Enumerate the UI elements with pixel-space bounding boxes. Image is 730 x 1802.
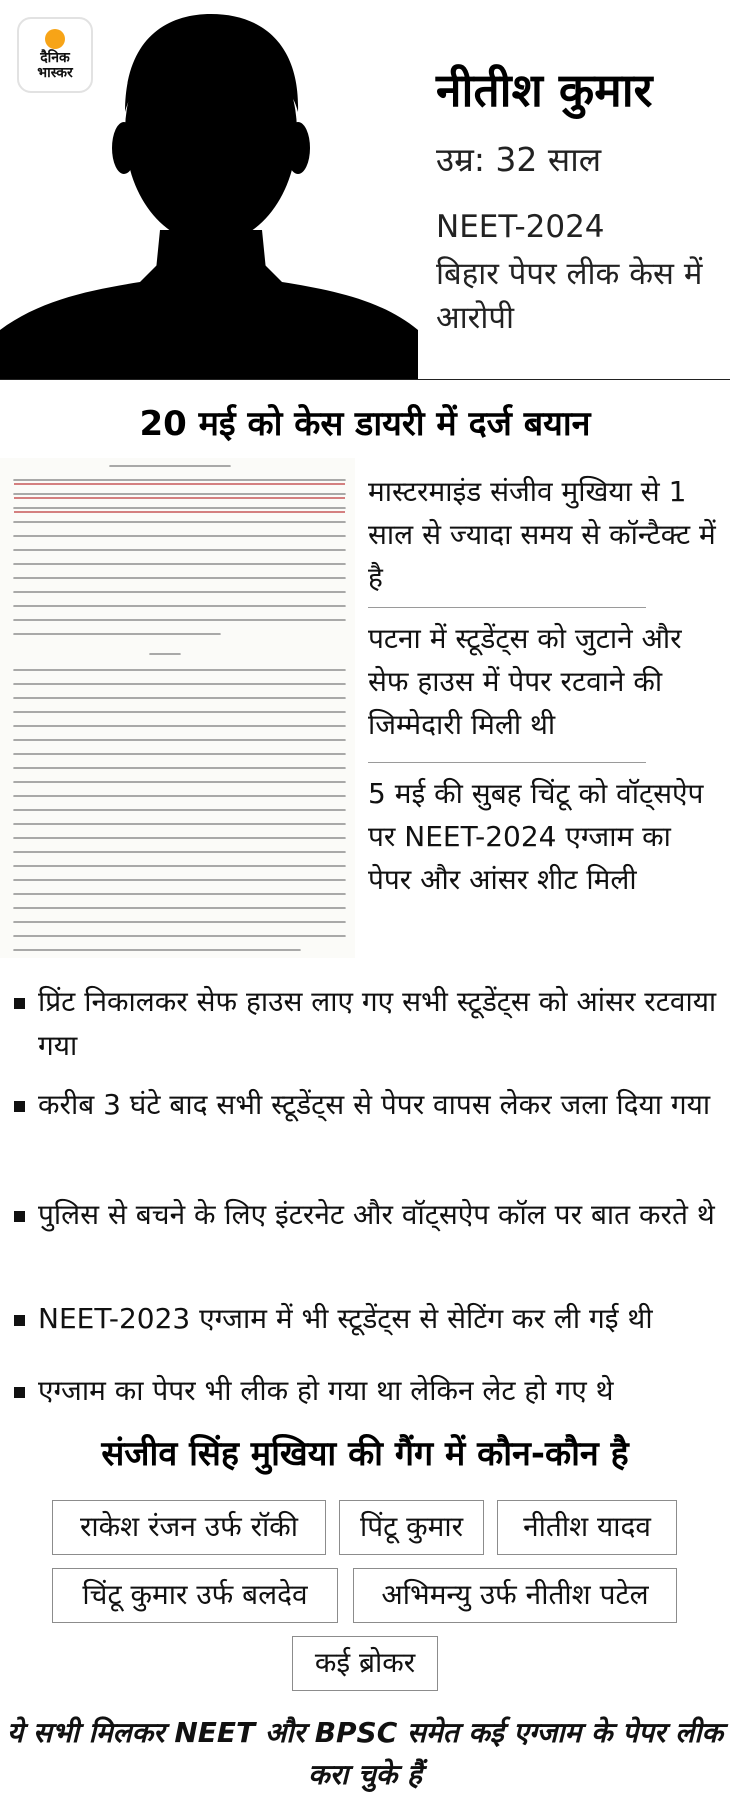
statement-divider: [368, 762, 646, 763]
profile-case: बिहार पेपर लीक केस में आरोपी: [436, 256, 703, 336]
list-item: [14, 1297, 726, 1341]
gang-member-chip: कई ब्रोकर: [292, 1636, 438, 1691]
logo-text-line1: दैनिक: [40, 50, 70, 66]
list-item-text: पुलिस से बचने के लिए इंटरनेट और वॉट्सऐप कॉल पर बात करते थे: [38, 1198, 715, 1231]
list-item: [14, 1083, 726, 1127]
dainik-bhaskar-logo: [17, 17, 93, 93]
gang-section-title: संजीव सिंह मुखिया की गैंग में कौन-कौन है: [101, 1434, 629, 1474]
bullet-square-icon: [14, 1315, 25, 1326]
list-item: [14, 1193, 726, 1237]
statement-3: 5 मई की सुबह चिंटू को वॉट्सऐप पर NEET-2024 एग्जाम का पेपर और आंसर शीट मिली: [368, 777, 704, 896]
list-item-text: NEET-2023 एग्जाम में भी स्टूडेंट्स से सेटिंग कर ली गई थी: [38, 1302, 653, 1335]
list-item-text: एग्जाम का पेपर भी लीक हो गया था लेकिन लेट हो गए थे: [38, 1374, 614, 1407]
gang-member-chip: पिंटू कुमार: [339, 1500, 484, 1555]
case-diary-document-image: [0, 458, 355, 958]
statement-section-title: 20 मई को केस डायरी में दर्ज बयान: [139, 404, 591, 444]
gang-member-chip: नीतीश यादव: [497, 1500, 677, 1555]
statement-1: मास्टरमाइंड संजीव मुखिया से 1 साल से ज्यादा समय से कॉन्टैक्ट में है: [368, 475, 716, 594]
list-item-text: प्रिंट निकालकर सेफ हाउस लाए गए सभी स्टूडेंट्स को आंसर रटवाया गया: [38, 985, 717, 1062]
bullet-square-icon: [14, 1101, 25, 1112]
gang-member-chip: राकेश रंजन उर्फ रॉकी: [52, 1500, 326, 1555]
gang-member-chip: चिंटू कुमार उर्फ बलदेव: [52, 1568, 338, 1623]
list-item-text: करीब 3 घंटे बाद सभी स्टूडेंट्स से पेपर वापस लेकर जला दिया गया: [38, 1088, 711, 1121]
bullet-square-icon: [14, 1211, 25, 1222]
statement-2: पटना में स्टूडेंट्स को जुटाने और सेफ हाउस में पेपर रटवाने की जिम्मेदारी मिली थी: [368, 622, 682, 741]
profile-name: नीतीश कुमार: [436, 63, 653, 117]
gang-member-chip: अभिमन्यु उर्फ नीतीश पटेल: [353, 1568, 677, 1623]
profile-exam: NEET-2024: [436, 209, 605, 245]
bullet-square-icon: [14, 1387, 25, 1398]
document-scan-illustration: [0, 458, 355, 958]
statement-divider: [368, 607, 646, 608]
list-item: [14, 980, 726, 1068]
list-item: [14, 1369, 726, 1413]
footer-note: ये सभी मिलकर NEET और BPSC समेत कई एग्जाम के पेपर लीक करा चुके हैं: [7, 1716, 723, 1791]
bullet-square-icon: [14, 998, 25, 1009]
profile-age: उम्र: 32 साल: [436, 140, 602, 179]
profile-header: [0, 0, 730, 380]
logo-text-line2: भास्कर: [37, 65, 73, 81]
sun-icon: [45, 29, 65, 49]
header-divider: [0, 379, 730, 380]
